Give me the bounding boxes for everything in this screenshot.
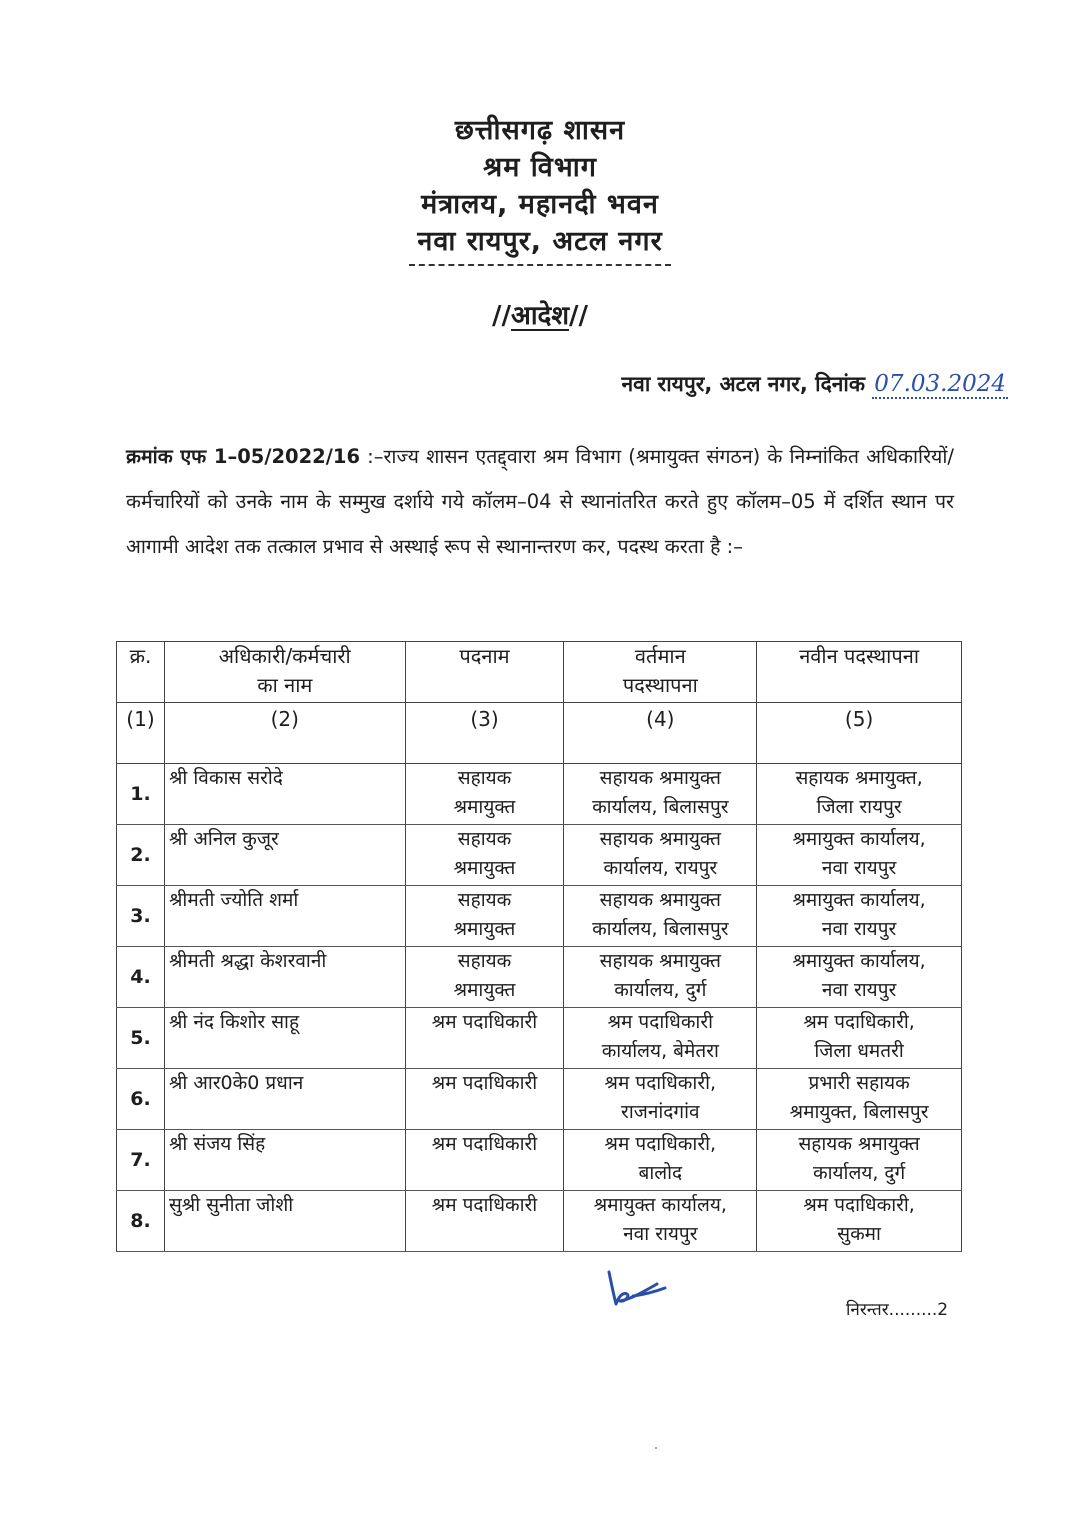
header-ministry: मंत्रालय, महानदी भवन [421,189,659,220]
row-designation: सहायक श्रमायुक्त [405,825,564,886]
row-designation: श्रम पदाधिकारी [405,1008,564,1069]
order-paragraph [126,434,954,569]
row-current-posting: सहायक श्रमायुक्त कार्यालय, रायपुर [564,825,757,886]
row-name: श्री संजय सिंह [164,1130,405,1191]
signature [603,1266,673,1310]
continued-page-note: निरन्तर.........2 [846,1300,949,1320]
order-reference: क्रमांक एफ 1–05/2022/16 [126,445,361,468]
row-name: श्री विकास सरोदे [164,764,405,825]
row-designation: श्रम पदाधिकारी [405,1191,564,1252]
letterhead [0,112,1080,266]
column-number: (5) [757,703,962,764]
row-name: श्री नंद किशोर साहू [164,1008,405,1069]
order-title-suffix: // [569,301,589,331]
row-new-posting: श्रमायुक्त कार्यालय, नवा रायपुर [757,886,962,947]
row-serial: 4. [117,947,165,1008]
row-serial: 5. [117,1008,165,1069]
row-designation: सहायक श्रमायुक्त [405,886,564,947]
row-new-posting: श्रम पदाधिकारी, सुकमा [757,1191,962,1252]
row-designation: सहायक श्रमायुक्त [405,764,564,825]
handwritten-date: 07.03.2024 [874,371,1006,397]
header-divider [409,264,671,266]
row-current-posting: श्रम पदाधिकारी कार्यालय, बेमेतरा [564,1008,757,1069]
table-row [117,1069,962,1130]
row-designation: सहायक श्रमायुक्त [405,947,564,1008]
column-number: (3) [405,703,564,764]
row-new-posting: श्रम पदाधिकारी, जिला धमतरी [757,1008,962,1069]
row-name: श्री अनिल कुजूर [164,825,405,886]
header-current-posting: वर्तमान पदस्थापना [564,642,757,703]
column-number: (1) [117,703,165,764]
transfer-table [116,641,962,1252]
header-name: अधिकारी/कर्मचारी का नाम [164,642,405,703]
row-name: श्रीमती ज्योति शर्मा [164,886,405,947]
column-number: (2) [164,703,405,764]
row-name: श्री आर0के0 प्रधान [164,1069,405,1130]
row-designation: श्रम पदाधिकारी [405,1130,564,1191]
row-new-posting: श्रमायुक्त कार्यालय, नवा रायपुर [757,825,962,886]
header-designation: पदनाम [405,642,564,703]
table-row [117,947,962,1008]
column-number: (4) [564,703,757,764]
row-new-posting: प्रभारी सहायक श्रमायुक्त, बिलासपुर [757,1069,962,1130]
dateline-place: नवा रायपुर, अटल नगर, दिनांक [621,372,865,396]
dateline [622,370,1008,398]
row-serial: 3. [117,886,165,947]
column-number-row [117,703,962,764]
row-current-posting: श्रमायुक्त कार्यालय, नवा रायपुर [564,1191,757,1252]
table-row [117,1130,962,1191]
order-title [0,296,1080,332]
row-designation: श्रम पदाधिकारी [405,1069,564,1130]
order-body: :–राज्य शासन एतद्द्वारा श्रम विभाग (श्रमायुक्त संगठन) के निम्नांकित अधिकारियों/कर्मचारियों को उनके नाम के सम्मुख दर्शाये गये कॉलम–04 से स्थानांतरित करते हुए कॉलम–05 में दर्शित स्थान पर आगामी आदेश तक तत्काल प्रभाव से अस्थाई रूप से स्थानान्तरण कर, पदस्थ करता है :– [126,445,954,558]
row-new-posting: सहायक श्रमायुक्त, जिला रायपुर [757,764,962,825]
row-new-posting: सहायक श्रमायुक्त कार्यालय, दुर्ग [757,1130,962,1191]
row-new-posting: श्रमायुक्त कार्यालय, नवा रायपुर [757,947,962,1008]
header-new-posting: नवीन पदस्थापना [757,642,962,703]
header-city: नवा रायपुर, अटल नगर [417,226,663,257]
header-government: छत्तीसगढ़ शासन [454,115,626,146]
table-row [117,825,962,886]
header-sn: क्र. [117,642,165,703]
row-serial: 1. [117,764,165,825]
row-current-posting: सहायक श्रमायुक्त कार्यालय, बिलासपुर [564,886,757,947]
table-row [117,764,962,825]
row-current-posting: श्रम पदाधिकारी, बालोद [564,1130,757,1191]
order-title-word: आदेश [510,301,570,331]
header-department: श्रम विभाग [483,152,597,183]
row-serial: 2. [117,825,165,886]
row-current-posting: सहायक श्रमायुक्त कार्यालय, दुर्ग [564,947,757,1008]
table-header-row [117,642,962,703]
table-row [117,1008,962,1069]
row-name: सुश्री सुनीता जोशी [164,1191,405,1252]
row-name: श्रीमती श्रद्धा केशरवानी [164,947,405,1008]
row-current-posting: सहायक श्रमायुक्त कार्यालय, बिलासपुर [564,764,757,825]
table-row [117,886,962,947]
row-serial: 8. [117,1191,165,1252]
table-row [117,1191,962,1252]
row-serial: 7. [117,1130,165,1191]
row-current-posting: श्रम पदाधिकारी, राजनांदगांव [564,1069,757,1130]
scan-speck [655,1447,657,1449]
row-serial: 6. [117,1069,165,1130]
order-title-prefix: // [491,301,511,331]
